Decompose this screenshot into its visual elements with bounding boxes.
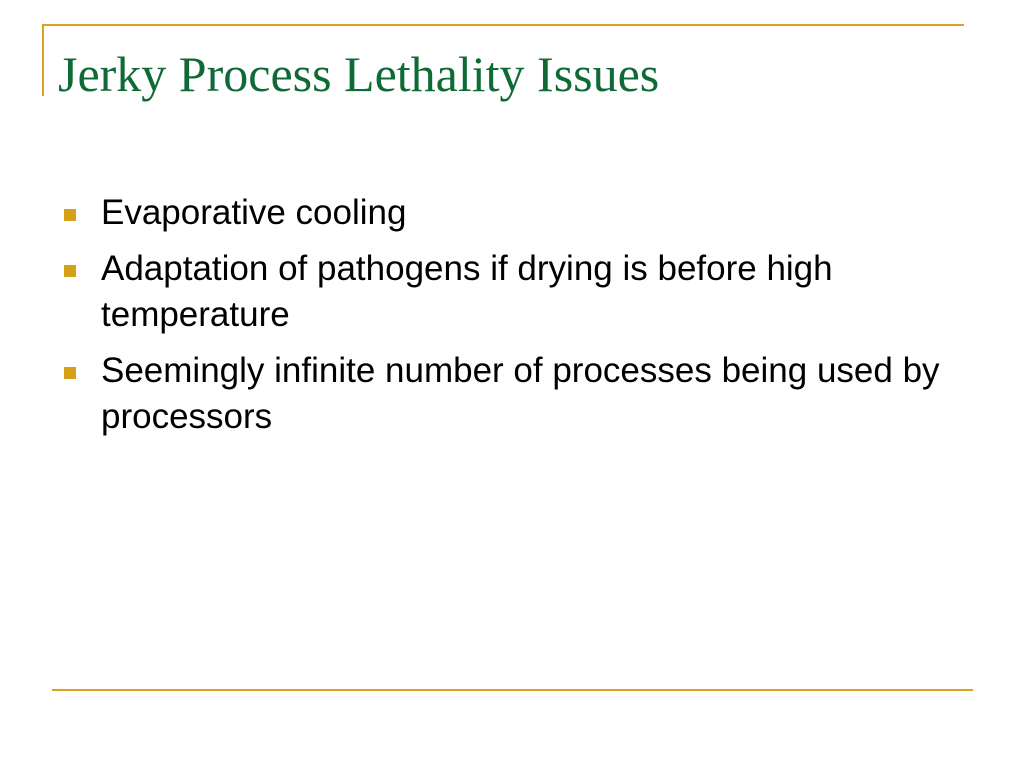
bullet-text: Seemingly infinite number of processes being used by processors bbox=[101, 351, 940, 436]
square-bullet-icon bbox=[64, 367, 76, 379]
square-bullet-icon bbox=[64, 265, 76, 277]
bullet-text: Evaporative cooling bbox=[101, 193, 407, 232]
bullet-item bbox=[64, 190, 974, 236]
bullet-item bbox=[64, 348, 974, 440]
bullet-item bbox=[64, 246, 974, 338]
slide-title: Jerky Process Lethality Issues bbox=[58, 46, 660, 102]
frame-top-rule bbox=[42, 24, 964, 26]
square-bullet-icon bbox=[64, 209, 76, 221]
bullet-list bbox=[64, 190, 974, 450]
frame-bottom-rule bbox=[52, 689, 973, 691]
frame-left-rule bbox=[42, 24, 44, 96]
bullet-text: Adaptation of pathogens if drying is before high temperature bbox=[101, 249, 833, 334]
